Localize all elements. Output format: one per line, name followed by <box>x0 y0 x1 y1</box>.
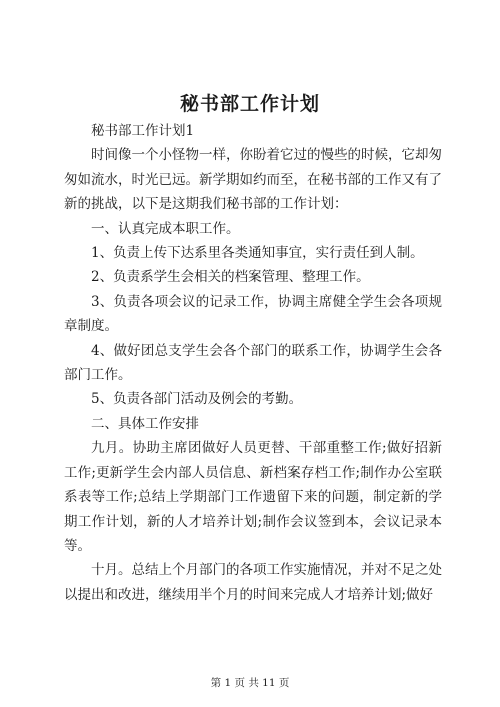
list-item-2: 2、负责系学生会相关的档案管理、整理工作。 <box>91 269 370 286</box>
list-item-1: 1、负责上传下达系里各类通知事宜，实行责任到人制。 <box>91 245 424 262</box>
paragraph-september: 九月。协助主席团做好人员更替、干部重整工作;做好招新工作;更新学生会内部人员信息、新档案存档工作;制作办公室联系表等工作;总结上学期部门工作遗留下来的问题，制定新的学期工作计划，新的人才培养计划;制作会议签到本，会议记录本等。 <box>64 440 442 554</box>
paragraph-intro: 时间像一个小怪物一样，你盼着它过的慢些的时候，它却匆匆如流水，时光已远。新学期如约而至，在秘书部的工作又有了新的挑战，以下是这期我们秘书部的工作计划： <box>64 147 442 213</box>
list-item-5: 5、负责各部门活动及例会的考勤。 <box>91 391 303 408</box>
paragraph-october: 十月。总结上个月部门的各项工作实施情况，并对不足之处以提出和改进，继续用半个月的时间来完成人才培养计划;做好 <box>64 562 442 603</box>
list-item-4: 4、做好团总支学生会各个部门的联系工作，协调学生会各部门工作。 <box>64 342 442 384</box>
section-heading-1: 一、认真完成本职工作。 <box>91 220 240 237</box>
list-item-3: 3、负责各项会议的记录工作，协调主席健全学生会各项规章制度。 <box>64 293 442 335</box>
section-heading-2: 二、具体工作安排 <box>91 415 199 432</box>
document-title: 秘书部工作计划 <box>179 93 320 115</box>
document-body <box>64 119 442 607</box>
page-footer: 第 1 页 共 11 页 <box>210 677 290 689</box>
paragraph-subtitle: 秘书部工作计划1 <box>91 123 195 139</box>
